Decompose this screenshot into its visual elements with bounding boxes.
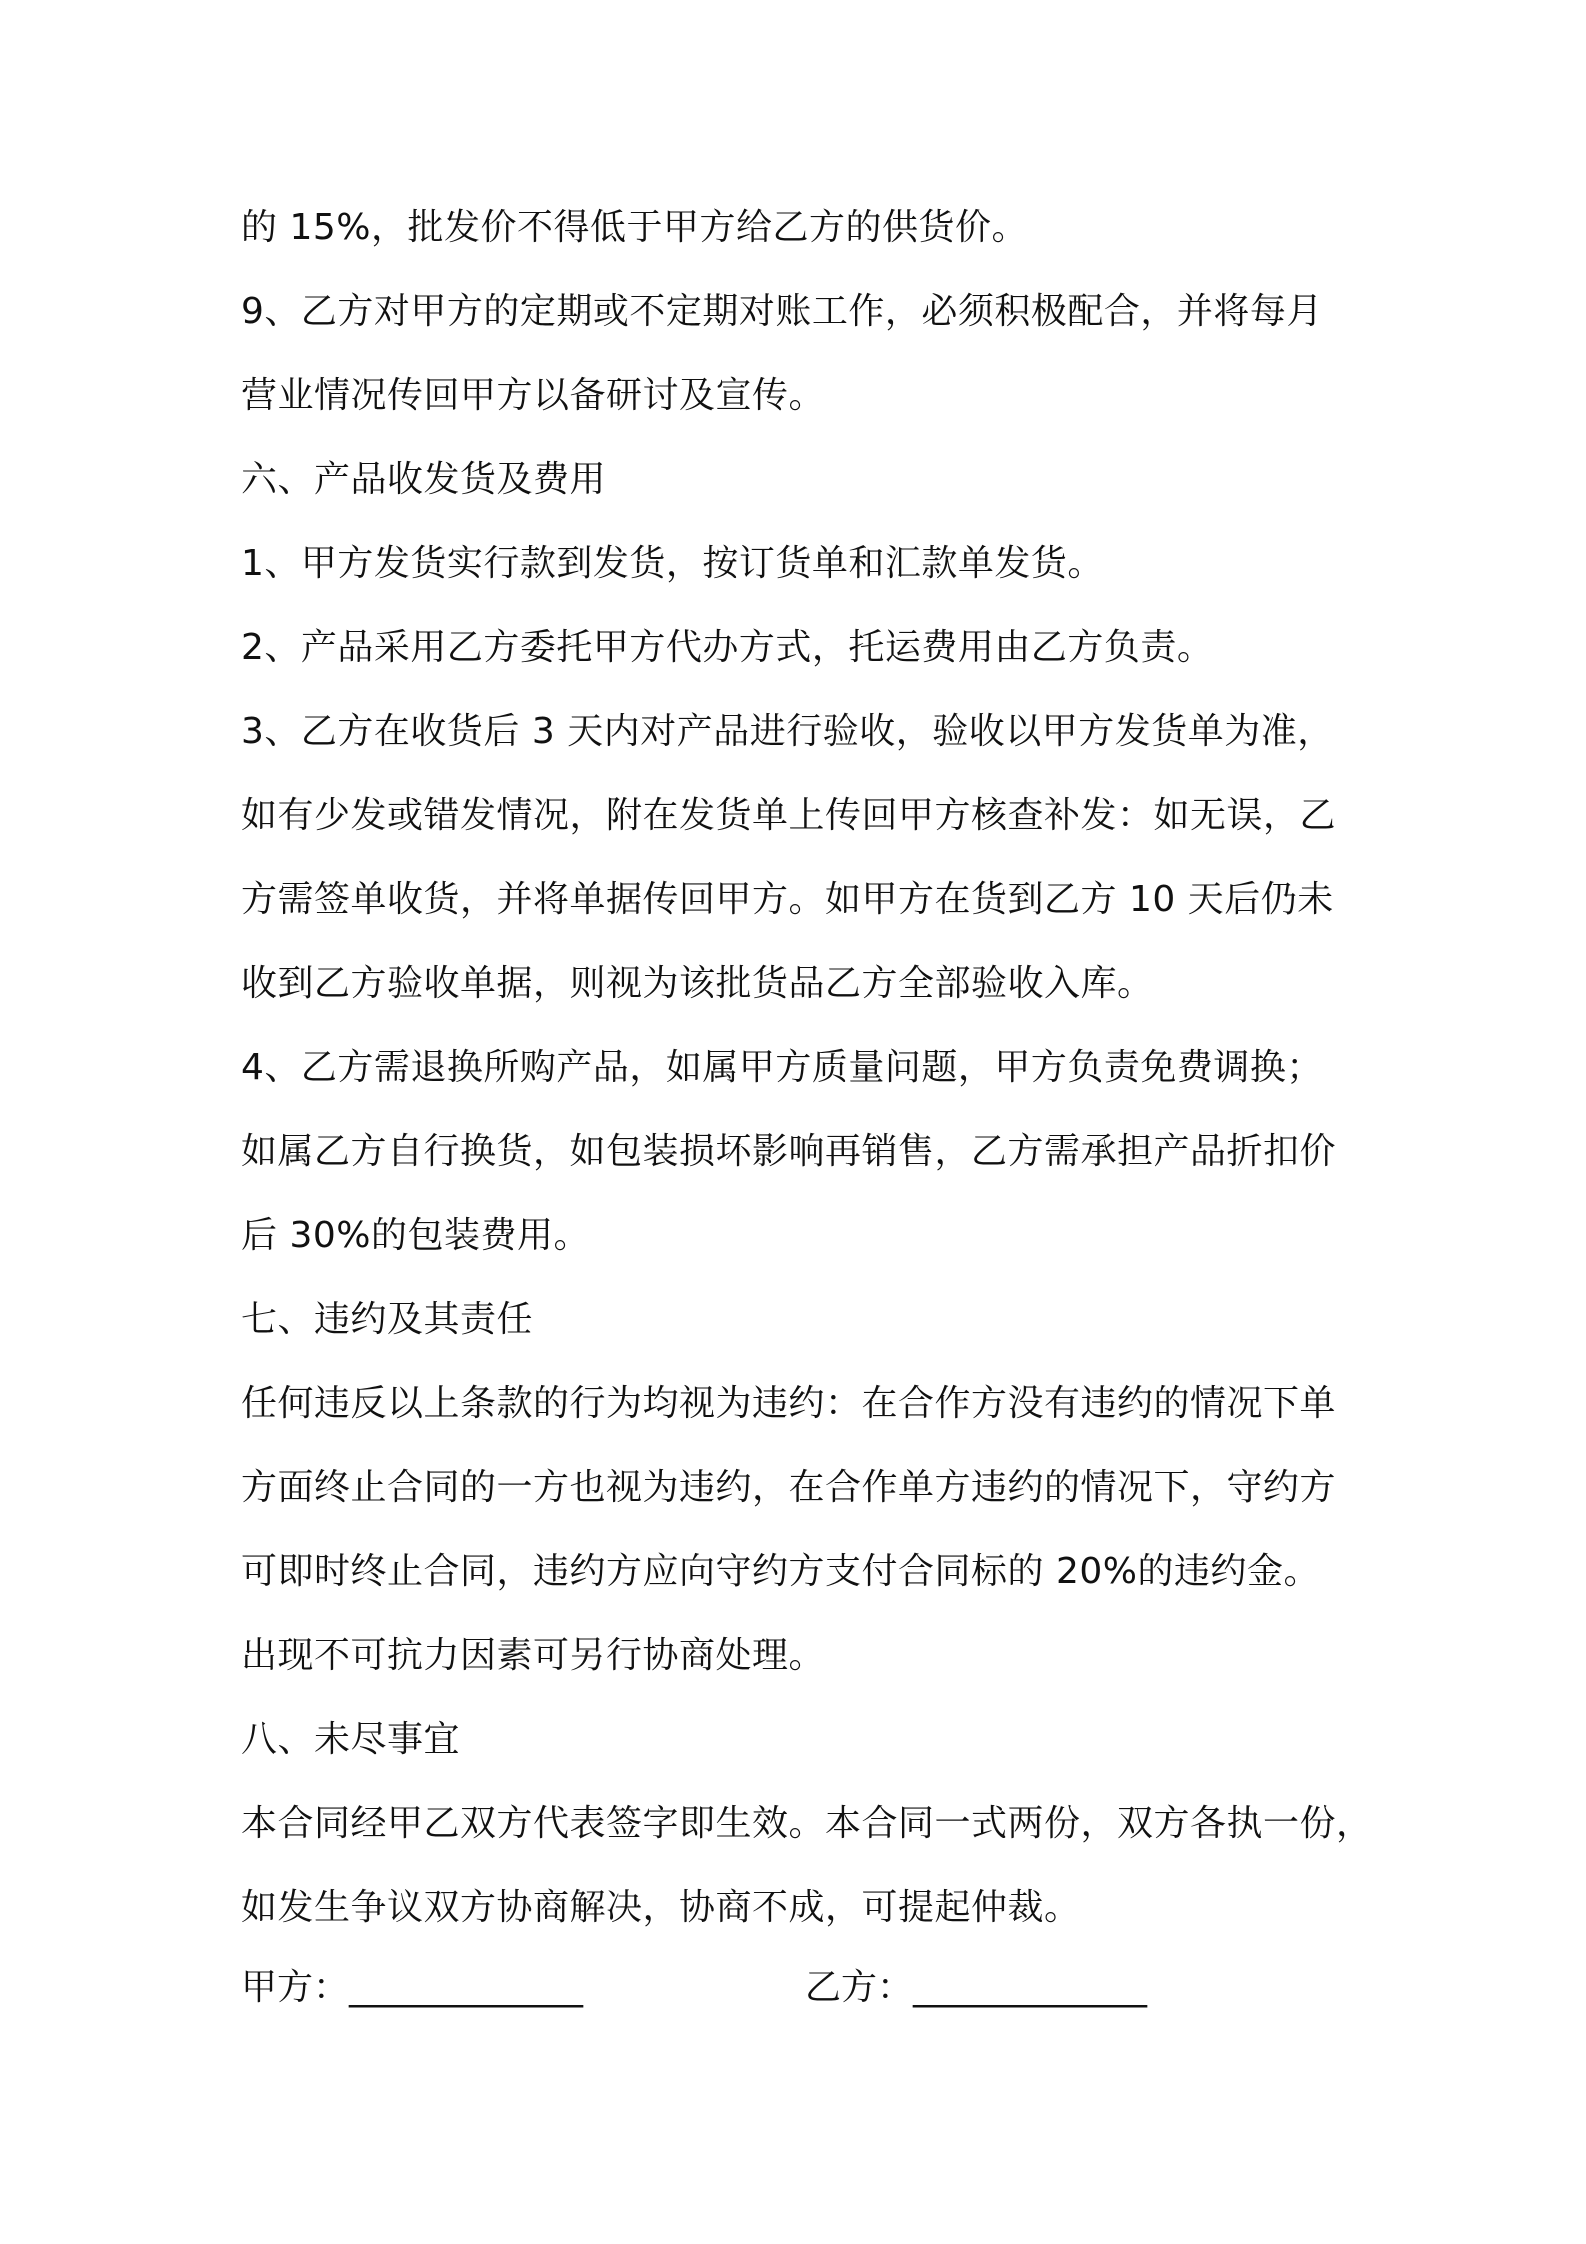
party-a-signature-line: 甲方：_____________: [241, 1967, 584, 2008]
clause-6-4-line-2: 如属乙方自行换货，如包装损坏影响再销售，乙方需承担产品折扣价: [241, 1131, 1337, 1172]
section-7-text-line-2: 方面终止合同的一方也视为违约，在合作单方违约的情况下，守约方: [241, 1467, 1337, 1508]
section-heading-6: 六、产品收发货及费用: [241, 459, 607, 500]
clause-6-3-line-3: 方需签单收货，并将单据传回甲方。如甲方在货到乙方 10 天后仍未: [241, 879, 1334, 920]
clause-6-3-line-2: 如有少发或错发情况，附在发货单上传回甲方核查补发：如无误，乙: [241, 795, 1337, 836]
section-7-text-line-1: 任何违反以上条款的行为均视为违约：在合作方没有违约的情况下单: [241, 1383, 1337, 1424]
section-8-text-line-2: 如发生争议双方协商解决，协商不成，可提起仲裁。: [241, 1887, 1081, 1928]
section-7-text-line-4: 出现不可抗力因素可另行协商处理。: [241, 1635, 826, 1676]
section-heading-8: 八、未尽事宜: [241, 1719, 461, 1760]
clause-6-3-line-1: 3、乙方在收货后 3 天内对产品进行验收，验收以甲方发货单为准，: [241, 711, 1334, 752]
section-heading-7: 七、违约及其责任: [241, 1299, 534, 1340]
clause-9-line-2: 营业情况传回甲方以备研讨及宣传。: [241, 375, 826, 416]
party-b-signature-line: 乙方：_____________: [805, 1967, 1148, 2008]
clause-6-4-line-1: 4、乙方需退换所购产品，如属甲方质量问题，甲方负责免费调换；: [241, 1047, 1323, 1088]
section-7-text-line-3: 可即时终止合同，违约方应向守约方支付合同标的 20%的违约金。: [241, 1551, 1320, 1592]
clause-6-1: 1、甲方发货实行款到发货，按订货单和汇款单发货。: [241, 543, 1104, 584]
clause-6-3-line-4: 收到乙方验收单据，则视为该批货品乙方全部验收入库。: [241, 963, 1154, 1004]
section-8-text-line-1: 本合同经甲乙双方代表签字即生效。本合同一式两份，双方各执一份，: [241, 1803, 1373, 1844]
clause-9-line-1: 9、乙方对甲方的定期或不定期对账工作，必须积极配合，并将每月: [241, 291, 1323, 332]
text-line: 的 15%，批发价不得低于甲方给乙方的供货价。: [241, 207, 1028, 248]
clause-6-2: 2、产品采用乙方委托甲方代办方式，托运费用由乙方负责。: [241, 627, 1214, 668]
clause-6-4-line-3: 后 30%的包装费用。: [241, 1215, 590, 1256]
